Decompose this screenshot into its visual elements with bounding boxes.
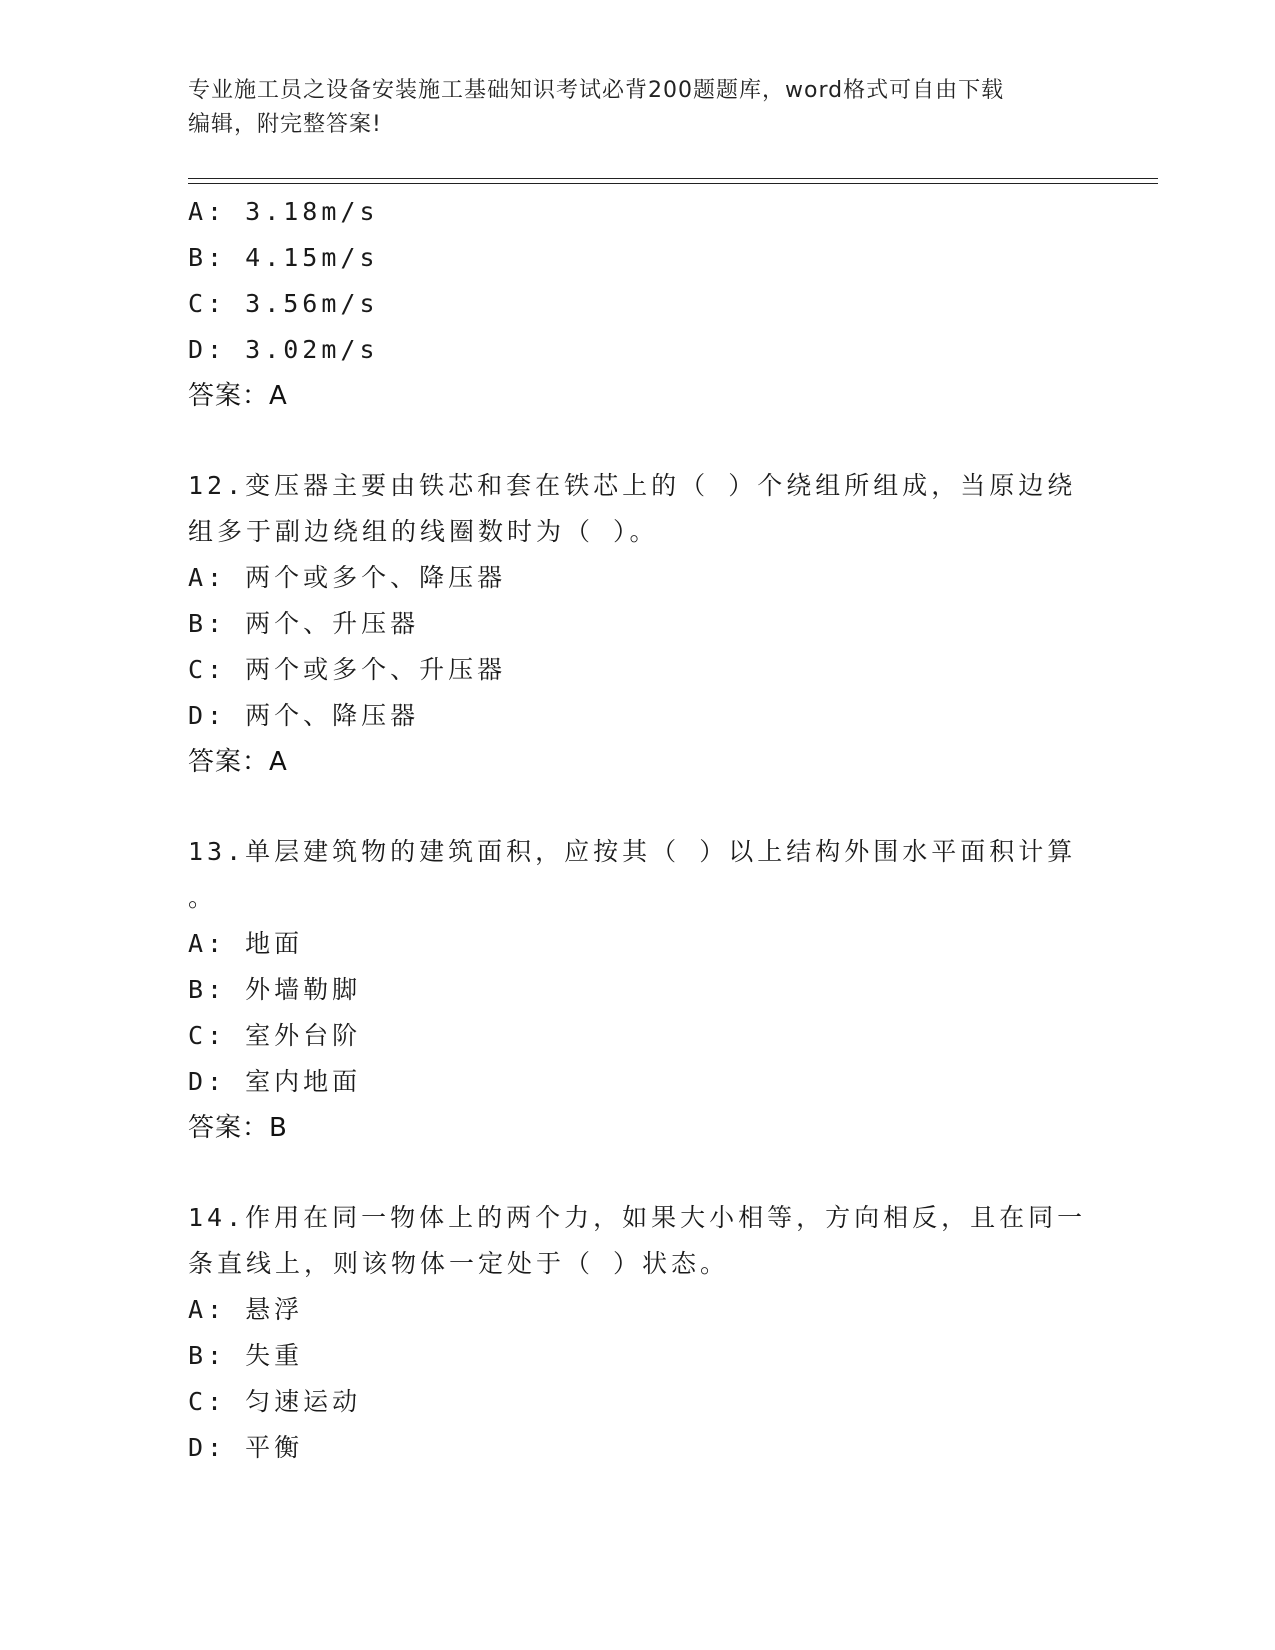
- question-stem-line: 14.作用在同一物体上的两个力，如果大小相等，方向相反，且在同一: [188, 1203, 1087, 1232]
- question-stem-line: 组多于副边绕组的线圈数时为（ ）。: [188, 517, 659, 546]
- header-line-2: 编辑，附完整答案!: [188, 112, 382, 137]
- question-stem-line: 13.单层建筑物的建筑面积，应按其（ ）以上结构外围水平面积计算: [188, 837, 1077, 866]
- header-divider-top: [188, 178, 1158, 179]
- question-block-13: [188, 829, 1088, 1151]
- question-block-12: [188, 463, 1088, 785]
- option-c: C: 室外台阶: [188, 1021, 362, 1050]
- option-b: B: 外墙勒脚: [188, 975, 362, 1004]
- header-line-1: 专业施工员之设备安装施工基础知识考试必背200题题库，word格式可自由下载: [188, 78, 1005, 103]
- question-list: [188, 189, 1088, 1471]
- question-stem-line: 条直线上，则该物体一定处于（ ）状态。: [188, 1249, 730, 1278]
- option-a: A: 两个或多个、降压器: [188, 563, 507, 592]
- page-header: [188, 74, 1088, 142]
- question-block-11: [188, 189, 1088, 419]
- answer-label: 答案：A: [188, 747, 288, 777]
- option-b: B: 两个、升压器: [188, 609, 420, 638]
- option-c: C: 两个或多个、升压器: [188, 655, 507, 684]
- option-b: B: 4.15m/s: [188, 243, 379, 272]
- option-a: A: 地面: [188, 929, 304, 958]
- option-d: D: 平衡: [188, 1433, 304, 1462]
- question-block-14: [188, 1195, 1088, 1471]
- question-stem-line: 。: [188, 883, 218, 912]
- option-c: C: 匀速运动: [188, 1387, 362, 1416]
- option-d: D: 两个、降压器: [188, 701, 420, 730]
- option-d: D: 3.02m/s: [188, 335, 379, 364]
- option-b: B: 失重: [188, 1341, 304, 1370]
- answer-label: 答案：B: [188, 1113, 288, 1143]
- option-a: A: 3.18m/s: [188, 197, 379, 226]
- answer-label: 答案：A: [188, 381, 288, 411]
- option-a: A: 悬浮: [188, 1295, 304, 1324]
- header-divider-bottom: [188, 183, 1158, 184]
- question-stem-line: 12.变压器主要由铁芯和套在铁芯上的（ ）个绕组所组成，当原边绕: [188, 471, 1077, 500]
- option-c: C: 3.56m/s: [188, 289, 379, 318]
- option-d: D: 室内地面: [188, 1067, 362, 1096]
